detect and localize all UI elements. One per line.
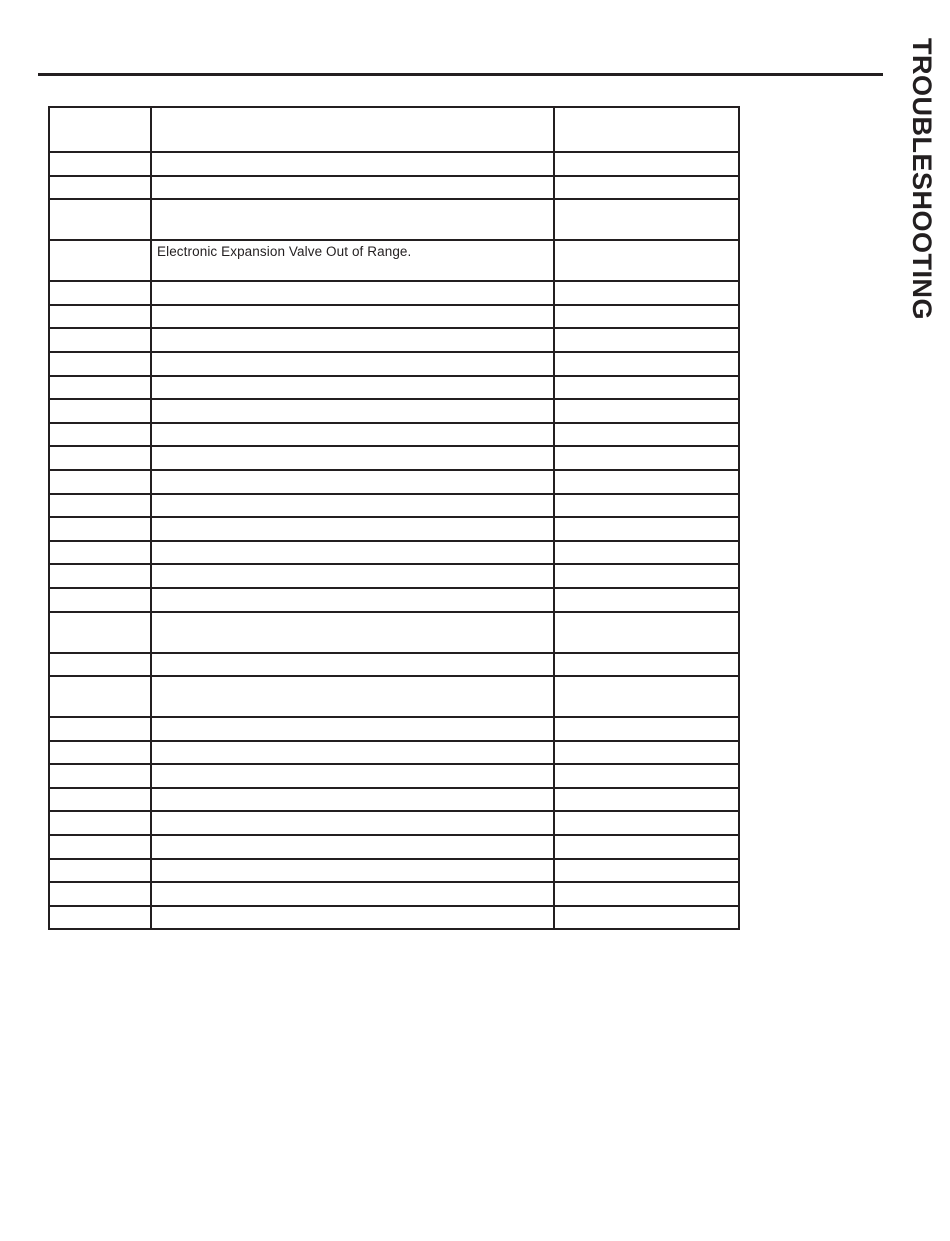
table-row [49,906,739,930]
description-cell [151,717,554,741]
cell-text [50,306,150,309]
table-header-row [49,107,739,152]
cell-text [152,282,553,285]
error-code-cell [49,281,151,305]
description-cell [151,653,554,677]
error-code-cell [49,328,151,352]
error-code-cell [49,494,151,518]
action-cell [554,859,739,883]
action-cell [554,764,739,788]
error-code-cell [49,676,151,717]
cell-text [50,812,150,815]
error-code-cell [49,811,151,835]
action-cell [554,352,739,376]
cell-text [152,306,553,309]
cell-text [152,565,553,568]
error-code-cell [49,788,151,812]
cell-text [152,400,553,403]
table-row [49,764,739,788]
cell-text [50,907,150,910]
cell-text [555,742,738,745]
cell-text [555,177,738,180]
cell-text [50,447,150,450]
cell-text [50,200,150,203]
cell-text [50,353,150,356]
error-code-cell [49,176,151,200]
cell-text [555,241,738,244]
action-cell [554,741,739,765]
error-code-cell [49,717,151,741]
troubleshooting-table-body [49,107,739,929]
cell-text [152,613,553,616]
description-cell [151,741,554,765]
table-row [49,399,739,423]
table-row [49,281,739,305]
cell-text [555,495,738,498]
action-cell [554,653,739,677]
error-code-cell [49,653,151,677]
table-row [49,741,739,765]
action-cell [554,152,739,176]
action-cell [554,176,739,200]
description-cell [151,423,554,447]
description-cell [151,305,554,329]
cell-text [50,718,150,721]
description-cell [151,470,554,494]
cell-text [555,765,738,768]
cell-text [555,377,738,380]
cell-text [50,565,150,568]
cell-text [50,613,150,616]
cell-text [555,860,738,863]
cell-text [50,377,150,380]
description-cell [151,199,554,240]
table-row [49,240,739,281]
description-cell [151,588,554,612]
action-cell [554,446,739,470]
cell-text [555,789,738,792]
action-cell [554,717,739,741]
description-cell [151,835,554,859]
cell-text [50,589,150,592]
cell-text [152,742,553,745]
cell-text [152,812,553,815]
cell-text [555,518,738,521]
action-cell [554,517,739,541]
table-row [49,588,739,612]
table-row [49,653,739,677]
error-code-cell [49,612,151,653]
cell-text [50,471,150,474]
description-cell [151,352,554,376]
action-cell [554,882,739,906]
table-row [49,835,739,859]
description-cell [151,788,554,812]
description-cell [151,811,554,835]
action-cell [554,328,739,352]
cell-text [152,377,553,380]
cell-text [555,565,738,568]
troubleshooting-table [48,106,740,930]
table-row [49,541,739,565]
error-code-cell [49,399,151,423]
table-row [49,376,739,400]
cell-text: Electronic Expansion Valve Out of Range. [157,244,412,260]
cell-text [152,907,553,910]
action-cell [554,588,739,612]
cell-text [555,471,738,474]
action-cell [554,240,739,281]
cell-text [152,424,553,427]
error-code-cell [49,305,151,329]
table-row [49,564,739,588]
cell-text [152,677,553,680]
action-cell [554,564,739,588]
cell-text [50,282,150,285]
description-cell [151,764,554,788]
cell-text [50,677,150,680]
cell-text [152,447,553,450]
action-cell [554,788,739,812]
table-row [49,176,739,200]
cell-text [555,654,738,657]
cell-text [50,518,150,521]
table-row [49,352,739,376]
cell-text [555,718,738,721]
cell-text [50,424,150,427]
table-row [49,305,739,329]
cell-text [152,789,553,792]
cell-text [50,329,150,332]
description-cell [151,152,554,176]
cell-text [555,589,738,592]
action-cell [554,494,739,518]
error-code-cell [49,859,151,883]
cell-text [555,424,738,427]
table-row [49,423,739,447]
cell-text [152,495,553,498]
cell-text [50,836,150,839]
error-code-cell [49,240,151,281]
table-row [49,517,739,541]
description-cell [151,541,554,565]
cell-text [555,613,738,616]
action-cell [554,811,739,835]
description-cell [151,176,554,200]
description-cell [151,328,554,352]
cell-text [152,177,553,180]
table-row [49,811,739,835]
error-code-cell [49,352,151,376]
error-code-cell [49,882,151,906]
error-code-cell [49,470,151,494]
description-cell [151,859,554,883]
header-rule [38,73,883,76]
cell-text [555,447,738,450]
cell-text [555,907,738,910]
cell-text [555,153,738,156]
action-cell [554,399,739,423]
cell-text [50,400,150,403]
cell-text [152,353,553,356]
table-row [49,882,739,906]
action-cell [554,676,739,717]
error-code-cell [49,423,151,447]
action-cell [554,906,739,930]
cell-text [50,765,150,768]
table-row [49,494,739,518]
error-code-cell [49,741,151,765]
cell-text [152,542,553,545]
cell-text [555,108,738,111]
cell-text [50,177,150,180]
action-cell [554,107,739,152]
error-code-cell [49,764,151,788]
description-cell [151,446,554,470]
cell-text [50,654,150,657]
cell-text [152,589,553,592]
error-code-cell [49,835,151,859]
cell-text [555,282,738,285]
table-row [49,446,739,470]
cell-text [152,153,553,156]
error-code-cell [49,588,151,612]
cell-text [555,306,738,309]
action-cell [554,835,739,859]
cell-text [50,241,150,244]
action-cell [554,612,739,653]
table-row [49,676,739,717]
cell-text [555,200,738,203]
table-row [49,859,739,883]
description-cell [151,399,554,423]
cell-text [152,329,553,332]
cell-text [152,836,553,839]
error-code-cell [49,906,151,930]
action-cell [554,423,739,447]
error-code-cell [49,446,151,470]
cell-text [50,542,150,545]
table-row [49,328,739,352]
action-cell [554,305,739,329]
cell-text [152,471,553,474]
cell-text [50,108,150,111]
description-cell [151,882,554,906]
cell-text [555,836,738,839]
table-row [49,717,739,741]
cell-text [555,329,738,332]
cell-text [555,883,738,886]
error-code-cell [49,376,151,400]
cell-text [152,883,553,886]
description-cell [151,564,554,588]
cell-text [555,812,738,815]
table-row [49,788,739,812]
error-code-cell [49,107,151,152]
description-cell [151,281,554,305]
cell-text [555,400,738,403]
cell-text [152,765,553,768]
action-cell [554,199,739,240]
cell-text [555,542,738,545]
cell-text [555,677,738,680]
action-cell [554,541,739,565]
description-cell [151,107,554,152]
description-cell [151,676,554,717]
action-cell [554,281,739,305]
cell-text [50,153,150,156]
table-row [49,199,739,240]
error-code-cell [49,517,151,541]
cell-text [50,789,150,792]
description-cell [151,376,554,400]
cell-text [50,883,150,886]
cell-text [50,495,150,498]
error-code-cell [49,152,151,176]
table-row [49,152,739,176]
description-cell [151,612,554,653]
cell-text [50,860,150,863]
cell-text [152,654,553,657]
description-cell [151,517,554,541]
error-code-cell [49,564,151,588]
description-cell [151,906,554,930]
section-title-troubleshooting: TROUBLESHOOTING [907,38,937,320]
cell-text [555,353,738,356]
error-code-cell [49,541,151,565]
table-row [49,612,739,653]
cell-text [152,108,553,111]
description-cell [151,240,554,281]
error-code-cell [49,199,151,240]
table-row [49,470,739,494]
action-cell [554,470,739,494]
action-cell [554,376,739,400]
cell-text [50,742,150,745]
cell-text [152,860,553,863]
cell-text [152,200,553,203]
cell-text [152,518,553,521]
description-cell [151,494,554,518]
cell-text [152,718,553,721]
